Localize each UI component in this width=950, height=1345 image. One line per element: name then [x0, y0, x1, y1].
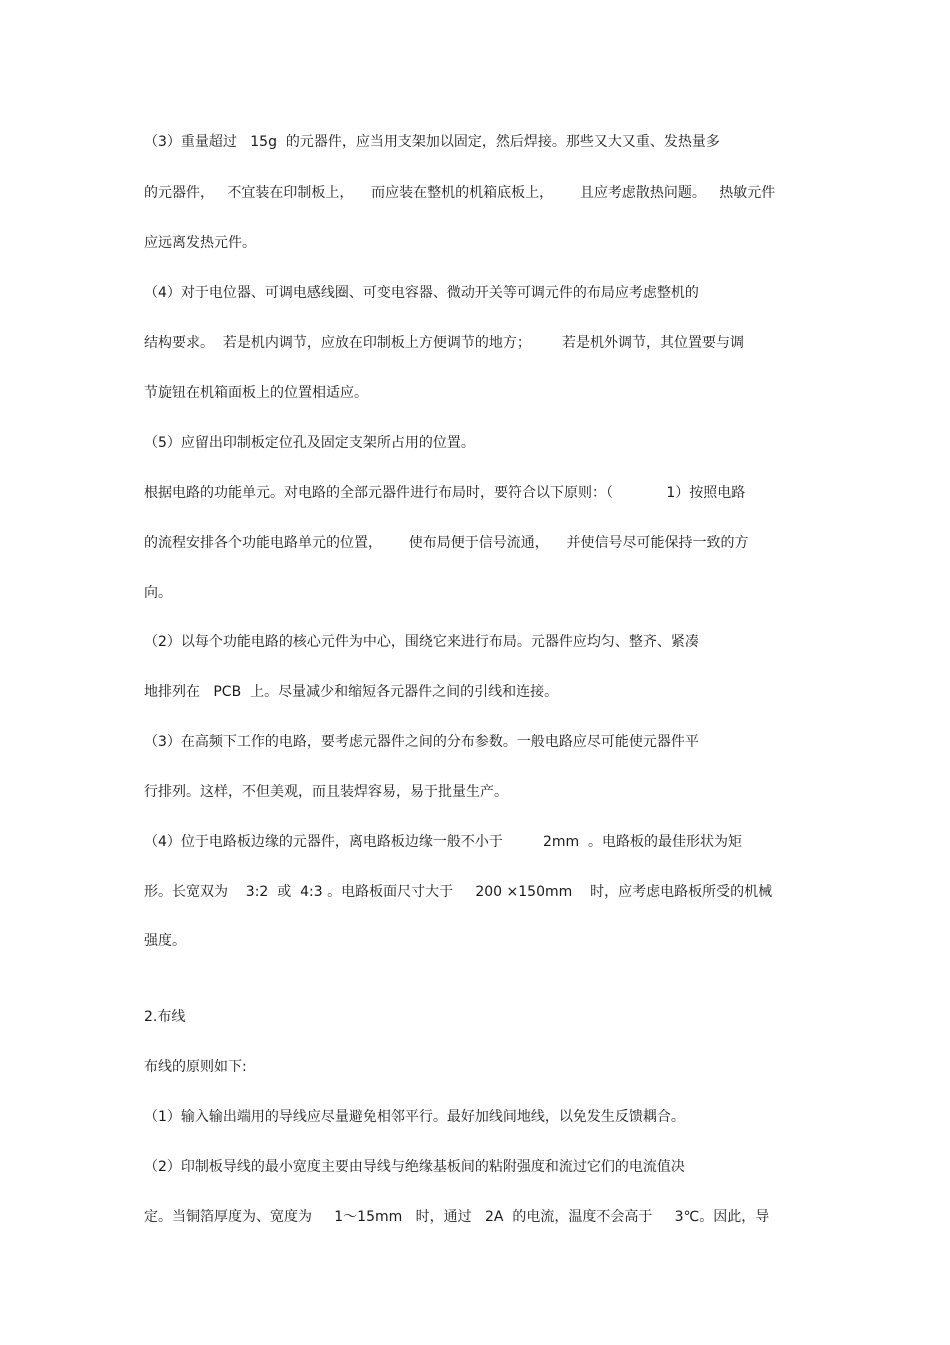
- text-line: 节旋钮在机箱面板上的位置相适应。: [144, 385, 368, 401]
- text-line: 的流程安排各个功能电路单元的位置， 使布局便于信号流通， 并使信号尽可能保持一致的方: [144, 535, 749, 551]
- text-line: （2）以每个功能电路的核心元件为中心，围绕它来进行布局。元器件应均匀、整齐、紧凑: [144, 634, 699, 650]
- text-line: （1）输入输出端用的导线应尽量避免相邻平行。最好加线间地线，以免发生反馈耦合。: [144, 1109, 685, 1125]
- text-line: （5）应留出印制板定位孔及固定支架所占用的位置。: [144, 435, 475, 451]
- text-line: 地排列在 PCB 上。尽量减少和缩短各元器件之间的引线和连接。: [144, 684, 559, 700]
- text-line: 结构要求。 若是机内调节，应放在印制板上方便调节的地方； 若是机外调节，其位置要与调: [144, 335, 745, 351]
- text-line: （2）印制板导线的最小宽度主要由导线与绝缘基板间的粘附强度和流过它们的电流值决: [144, 1159, 685, 1175]
- text-line: 布线的原则如下:: [144, 1059, 247, 1075]
- text-line: 根据电路的功能单元。对电路的全部元器件进行布局时，要符合以下原则：（ 1）按照电路: [144, 485, 746, 501]
- text-line: 强度。: [144, 933, 186, 949]
- text-line: （3）在高频下工作的电路，要考虑元器件之间的分布参数。一般电路应尽可能使元器件平: [144, 734, 699, 750]
- text-line: （3）重量超过 15g 的元器件，应当用支架加以固定，然后焊接。那些又大又重、发热量多: [144, 134, 720, 150]
- text-line: （4）位于电路板边缘的元器件，离电路板边缘一般不小于 2mm 。电路板的最佳形状为矩: [144, 834, 743, 850]
- text-line: 形。长宽双为 3:2 或 4:3 。电路板面尺寸大于 200 ×150mm 时，应考虑电路板所受的机械: [144, 884, 773, 900]
- text-line: 向。: [144, 585, 172, 601]
- text-line: 定。当铜箔厚度为、宽度为 1～15mm 时，通过 2A 的电流，温度不会高于 3℃。因此，导: [144, 1209, 770, 1225]
- text-line: （4）对于电位器、可调电感线圈、可变电容器、微动开关等可调元件的布局应考虑整机的: [144, 285, 699, 301]
- text-line: 应远离发热元件。: [144, 235, 256, 251]
- section-heading: 2.布线: [144, 1009, 186, 1025]
- text-line: 行排列。这样，不但美观，而且装焊容易，易于批量生产。: [144, 784, 508, 800]
- text-line: 的元器件， 不宜装在印制板上， 而应装在整机的机箱底板上， 且应考虑散热问题。 热敏元件: [144, 185, 776, 201]
